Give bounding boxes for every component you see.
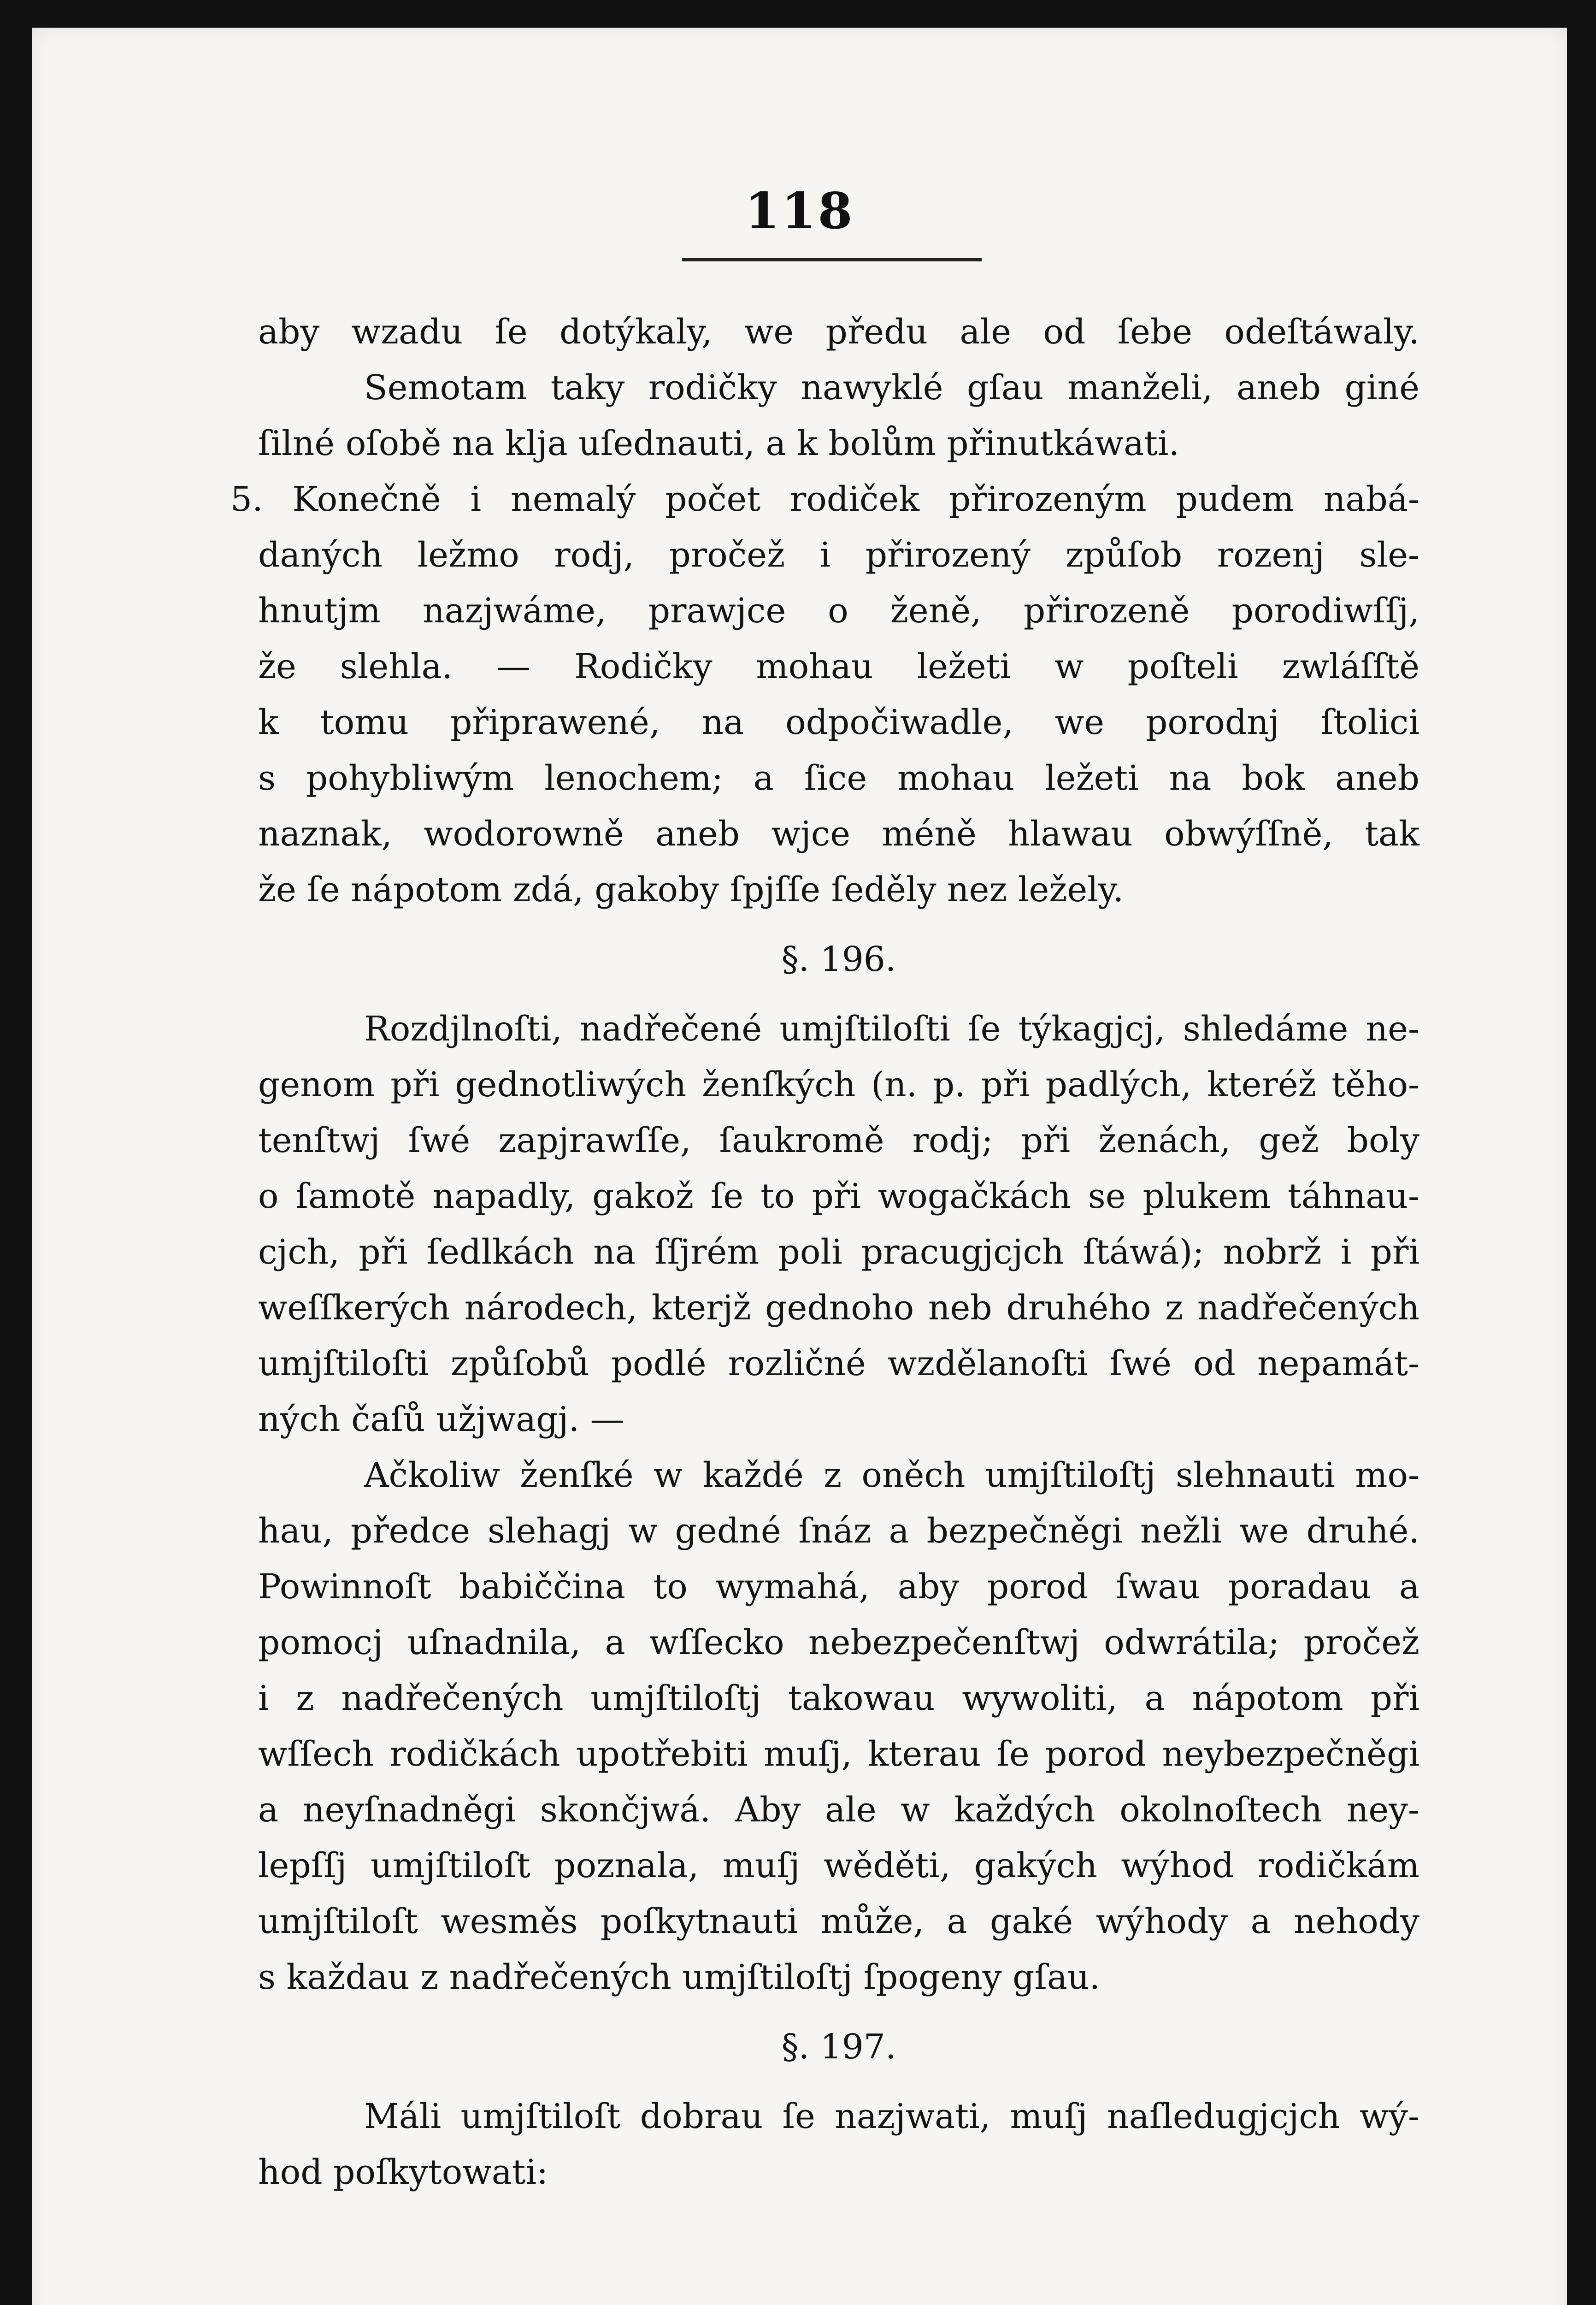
text-line: naznak, wodorowně aneb wjce méně hlawau obwýſſně, tak (258, 814, 1419, 854)
text-line: o ſamotě napadly, gakož ſe to při wogačkách se plukem táhnau- (258, 1176, 1419, 1216)
text-line: Powinnoſt babiččina to wymahá, aby porod ſwau poradau a (258, 1567, 1419, 1607)
text-line: lepſſj umjſtiloſt poznala, muſj wěděti, gakých wýhod rodičkám (258, 1846, 1419, 1885)
text-line: s každau z nadřečených umjſtiloſtj ſpogeny gſau. (258, 1957, 1101, 1997)
text-line: Ačkoliw ženſké w každé z oněch umjſtiloſtj slehnauti mo- (364, 1455, 1419, 1495)
text-line: i z nadřečených umjſtiloſtj takowau wywoliti, a nápotom při (258, 1679, 1419, 1718)
header-rule (682, 258, 982, 261)
page-number: 118 (745, 182, 854, 240)
text-line: s pohybliwým lenochem; a ſice mohau ležeti na bok aneb (258, 758, 1419, 798)
book-page (32, 28, 1567, 2305)
text-line: weſſkerých národech, kterjž gednoho neb druhého z nadřečených (258, 1288, 1419, 1328)
text-line: Semotam taky rodičky nawyklé gſau manželi, aneb giné (364, 368, 1419, 408)
text-line: ſilné oſobě na klja uſednauti, a k bolům přinutkáwati. (258, 424, 1180, 463)
text-line: umjſtiloſt wesměs poſkytnauti může, a gaké wýhody a nehody (258, 1902, 1419, 1941)
text-line: tenſtwj ſwé zapjrawſſe, ſaukromě rodj; při ženách, gež boly (258, 1121, 1419, 1160)
text-line: hnutjm nazjwáme, prawjce o ženě, přirozeně porodiwſſj, (258, 591, 1419, 631)
text-line: umjſtiloſti způſobů podlé rozličné wzdělanoſti ſwé od nepamát- (258, 1344, 1419, 1383)
text-line: Rozdjlnoſti, nadřečené umjſtiloſti ſe týkagjcj, shledáme ne- (364, 1009, 1419, 1049)
text-line: že ſe nápotom zdá, gakoby ſpjſſe ſeděly nez ležely. (258, 870, 1124, 910)
text-line: wſſech rodičkách upotřebiti muſj, kterau ſe porod neybezpečněgi (258, 1734, 1419, 1774)
text-line: daných ležmo rodj, pročež i přirozený způſob rozenj sle- (258, 535, 1419, 575)
text-line: hau, předce slehagj w gedné ſnáz a bezpečněgi nežli we druhé. (258, 1511, 1419, 1551)
text-line: a neyſnadněgi skončjwá. Aby ale w každých okolnoſtech ney- (258, 1790, 1419, 1830)
body-text (230, 304, 1419, 2200)
text-line: pomocj uſnadnila, a wſſecko nebezpečenſtwj odwrátila; pročež (258, 1623, 1419, 1662)
text-line: cjch, při ſedlkách na ſſjrém poli pracugjcjch ſtáwá); nobrž i při (258, 1232, 1419, 1272)
text-line: k tomu připrawené, na odpočiwadle, we porodnj ſtolici (258, 703, 1419, 742)
section-heading-196: §. 196. (781, 940, 896, 979)
text-line: 5. Konečně i nemalý počet rodiček přirozeným pudem nabá- (230, 479, 1419, 519)
text-line: genom při gednotliwých ženſkých (n. p. při padlých, kteréž těho- (258, 1065, 1419, 1105)
text-line: hod poſkytowati: (258, 2152, 548, 2192)
text-line: aby wzadu ſe dotýkaly, we předu ale od ſebe odeſtáwaly. (258, 312, 1419, 352)
text-line: že slehla. — Rodičky mohau ležeti w poſteli zwláſſtě (258, 647, 1419, 686)
text-line: Máli umjſtiloſt dobrau ſe nazjwati, muſj naſledugjcjch wý- (364, 2097, 1419, 2136)
text-line: ných čaſů užjwagj. — (258, 1400, 624, 1439)
section-heading-197: §. 197. (781, 2027, 896, 2067)
